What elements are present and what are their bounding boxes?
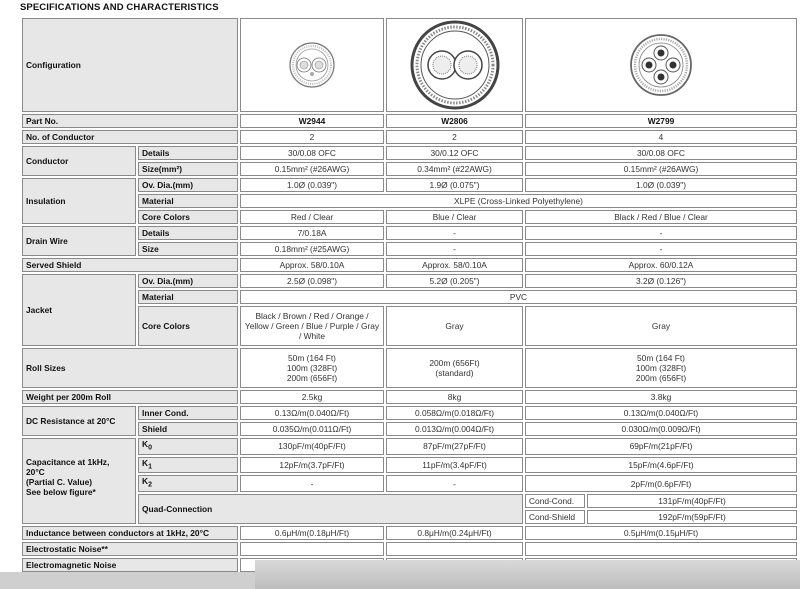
cell-value (240, 542, 384, 556)
table-row (22, 194, 797, 208)
cable-image-w2806 (386, 18, 523, 112)
cell-value: - (386, 226, 523, 240)
roll-size: (standard) (435, 368, 474, 378)
row-label-part-no: Part No. (22, 114, 238, 128)
sub-label-size: Size(mm²) (138, 162, 238, 176)
row-label-weight: Weight per 200m Roll (22, 390, 238, 404)
table-row (22, 242, 797, 256)
table-row (22, 438, 797, 455)
row-label-configuration: Configuration (22, 18, 238, 112)
cell-value (240, 348, 384, 388)
cell-value: Black / Red / Blue / Clear (525, 210, 797, 224)
row-label-served-shield: Served Shield (22, 258, 238, 272)
cell-value: 12pF/m(3.7pF/Ft) (240, 457, 384, 474)
cell-value: - (386, 242, 523, 256)
table-row (22, 348, 797, 388)
table-row (22, 178, 797, 192)
sub-label-ov-dia: Ov. Dia.(mm) (138, 274, 238, 288)
cell-value: 69pF/m(21pF/Ft) (525, 438, 797, 455)
cell-value: - (240, 475, 384, 492)
row-label-insulation: Insulation (22, 178, 136, 224)
cell-value: 7/0.18A (240, 226, 384, 240)
sub-label-quad: Quad-Connection (138, 494, 523, 524)
cell-value: 8kg (386, 390, 523, 404)
cell-value: 0.030Ω/m(0.009Ω/Ft) (525, 422, 797, 436)
cell-value: 87pF/m(27pF/Ft) (386, 438, 523, 455)
roll-size: 100m (328Ft) (635, 363, 687, 373)
row-label-conductor: Conductor (22, 146, 136, 176)
cell-value: 30/0.08 OFC (240, 146, 384, 160)
cell-value: Black / Brown / Red / Orange / Yellow / Green / Blue / Purple / Gray / White (240, 306, 384, 346)
table-row (22, 290, 797, 304)
sub-label-core-colors: Core Colors (138, 306, 238, 346)
cell-value: 30/0.08 OFC (525, 146, 797, 160)
cell-value: 3.8kg (525, 390, 797, 404)
table-row (22, 162, 797, 176)
cell-value: Approx. 60/0.12A (525, 258, 797, 272)
part-no-w2799: W2799 (525, 114, 797, 128)
roll-size: 50m (164 Ft) (288, 353, 336, 363)
quad-cond-cond-label: Cond-Cond. (525, 494, 585, 508)
cell-value (386, 542, 523, 556)
table-row (22, 130, 797, 144)
cable-cross-section-4core (628, 32, 694, 98)
insulation-material: XLPE (Cross-Linked Polyethylene) (240, 194, 797, 208)
sub-label-core-colors: Core Colors (138, 210, 238, 224)
cell-value (525, 348, 797, 388)
roll-size: 200m (656Ft) (429, 358, 480, 368)
cell-value: 5.2Ø (0.205") (386, 274, 523, 288)
sub-label-material: Material (138, 194, 238, 208)
cell-value: 0.035Ω/m(0.011Ω/Ft) (240, 422, 384, 436)
cell-value: 0.34mm² (#22AWG) (386, 162, 523, 176)
row-label-drain-wire: Drain Wire (22, 226, 136, 256)
roll-size: 50m (164 Ft) (637, 353, 685, 363)
cell-value (386, 348, 523, 388)
table-row (22, 274, 797, 288)
row-label-capacitance (22, 438, 136, 524)
section-title: SPECIFICATIONS AND CHARACTERISTICS (20, 2, 219, 13)
cell-value: Approx. 58/0.10A (386, 258, 523, 272)
roll-size: 200m (656Ft) (635, 373, 687, 383)
table-row (22, 146, 797, 160)
table-row (22, 306, 797, 346)
cell-value: 0.18mm² (#25AWG) (240, 242, 384, 256)
sub-label-k1: $K_1$ (138, 457, 238, 474)
page-bottom-overlay-right (255, 560, 800, 589)
part-no-w2806: W2806 (386, 114, 523, 128)
cell-value: 0.058Ω/m(0.018Ω/Ft) (386, 406, 523, 420)
part-no-w2944: W2944 (240, 114, 384, 128)
cell-value: Blue / Clear (386, 210, 523, 224)
cell-value: Red / Clear (240, 210, 384, 224)
cell-value: 30/0.12 OFC (386, 146, 523, 160)
row-label-inductance: Inductance between conductors at 1kHz, 20°C (22, 526, 238, 540)
cell-value: 2.5kg (240, 390, 384, 404)
cable-image-w2944 (240, 18, 384, 112)
cell-value: 192pF/m(59pF/Ft) (587, 510, 797, 524)
cell-value: 0.5μH/m(0.15μH/Ft) (525, 526, 797, 540)
cell-value: - (386, 475, 523, 492)
cell-value: 2.5Ø (0.098") (240, 274, 384, 288)
row-label-electrostatic: Electrostatic Noise** (22, 542, 238, 556)
cell-value: Gray (386, 306, 523, 346)
table-row (22, 390, 797, 404)
cable-cross-section-2core-small (282, 35, 342, 95)
sub-label-details: Details (138, 226, 238, 240)
cell-value: 130pF/m(40pF/Ft) (240, 438, 384, 455)
cell-value: 0.013Ω/m(0.004Ω/Ft) (386, 422, 523, 436)
cell-value: 0.15mm² (#26AWG) (525, 162, 797, 176)
table-row (22, 258, 797, 272)
table-row (22, 475, 797, 492)
table-row (22, 526, 797, 540)
cell-value: 11pF/m(3.4pF/Ft) (386, 457, 523, 474)
capacitance-line: (Partial C. Value) (26, 477, 93, 487)
cell-value: 15pF/m(4.6pF/Ft) (525, 457, 797, 474)
cell-value: Gray (525, 306, 797, 346)
cell-value: - (525, 242, 797, 256)
cell-value: 131pF/m(40pF/Ft) (587, 494, 797, 508)
cell-value (525, 542, 797, 556)
cell-value: 1.0Ø (0.039") (525, 178, 797, 192)
cell-value: 1.9Ø (0.075") (386, 178, 523, 192)
row-label-jacket: Jacket (22, 274, 136, 346)
capacitance-line: 20°C (26, 467, 45, 477)
cell-value: 2 (240, 130, 384, 144)
roll-size: 200m (656Ft) (286, 373, 338, 383)
roll-size: 100m (328Ft) (286, 363, 338, 373)
sub-label-details: Details (138, 146, 238, 160)
cell-value: 4 (525, 130, 797, 144)
cell-value: 1.0Ø (0.039") (240, 178, 384, 192)
table-row (22, 457, 797, 474)
sub-label-k2: $K_2$ (138, 475, 238, 492)
capacitance-line: Capacitance at 1kHz, (26, 457, 110, 467)
sub-label-k0: $K_0$ (138, 438, 238, 455)
sub-label-ov-dia: Ov. Dia.(mm) (138, 178, 238, 192)
table-row (22, 226, 797, 240)
row-label-roll-sizes: Roll Sizes (22, 348, 238, 388)
spec-table (20, 16, 799, 574)
sub-label-shield: Shield (138, 422, 238, 436)
table-row (22, 494, 797, 508)
table-row (22, 406, 797, 420)
cable-cross-section-2core-large (409, 19, 501, 111)
sub-label-inner-cond: Inner Cond. (138, 406, 238, 420)
cell-value: 0.6μH/m(0.18μH/Ft) (240, 526, 384, 540)
cable-image-w2799 (525, 18, 797, 112)
cell-value: 0.13Ω/m(0.040Ω/Ft) (240, 406, 384, 420)
cell-value: 0.15mm² (#26AWG) (240, 162, 384, 176)
row-label-no-conductor: No. of Conductor (22, 130, 238, 144)
sub-label-material: Material (138, 290, 238, 304)
cell-value: 0.8μH/m(0.24μH/Ft) (386, 526, 523, 540)
cell-value: - (525, 226, 797, 240)
row-label-electromagnetic: Electromagnetic Noise (22, 558, 238, 572)
capacitance-line: See below figure* (26, 487, 96, 497)
cell-value: 0.13Ω/m(0.040Ω/Ft) (525, 406, 797, 420)
table-row (22, 18, 797, 112)
cell-value: 2 (386, 130, 523, 144)
quad-cond-shield-label: Cond-Shield (525, 510, 585, 524)
row-label-dc-resistance: DC Resistance at 20°C (22, 406, 136, 436)
table-row (22, 422, 797, 436)
cell-value: Approx. 58/0.10A (240, 258, 384, 272)
cell-value: 2pF/m(0.6pF/Ft) (525, 475, 797, 492)
cell-value: 3.2Ø (0.126") (525, 274, 797, 288)
jacket-material: PVC (240, 290, 797, 304)
table-row (22, 114, 797, 128)
sub-label-size: Size (138, 242, 238, 256)
table-row (22, 542, 797, 556)
table-row (22, 210, 797, 224)
